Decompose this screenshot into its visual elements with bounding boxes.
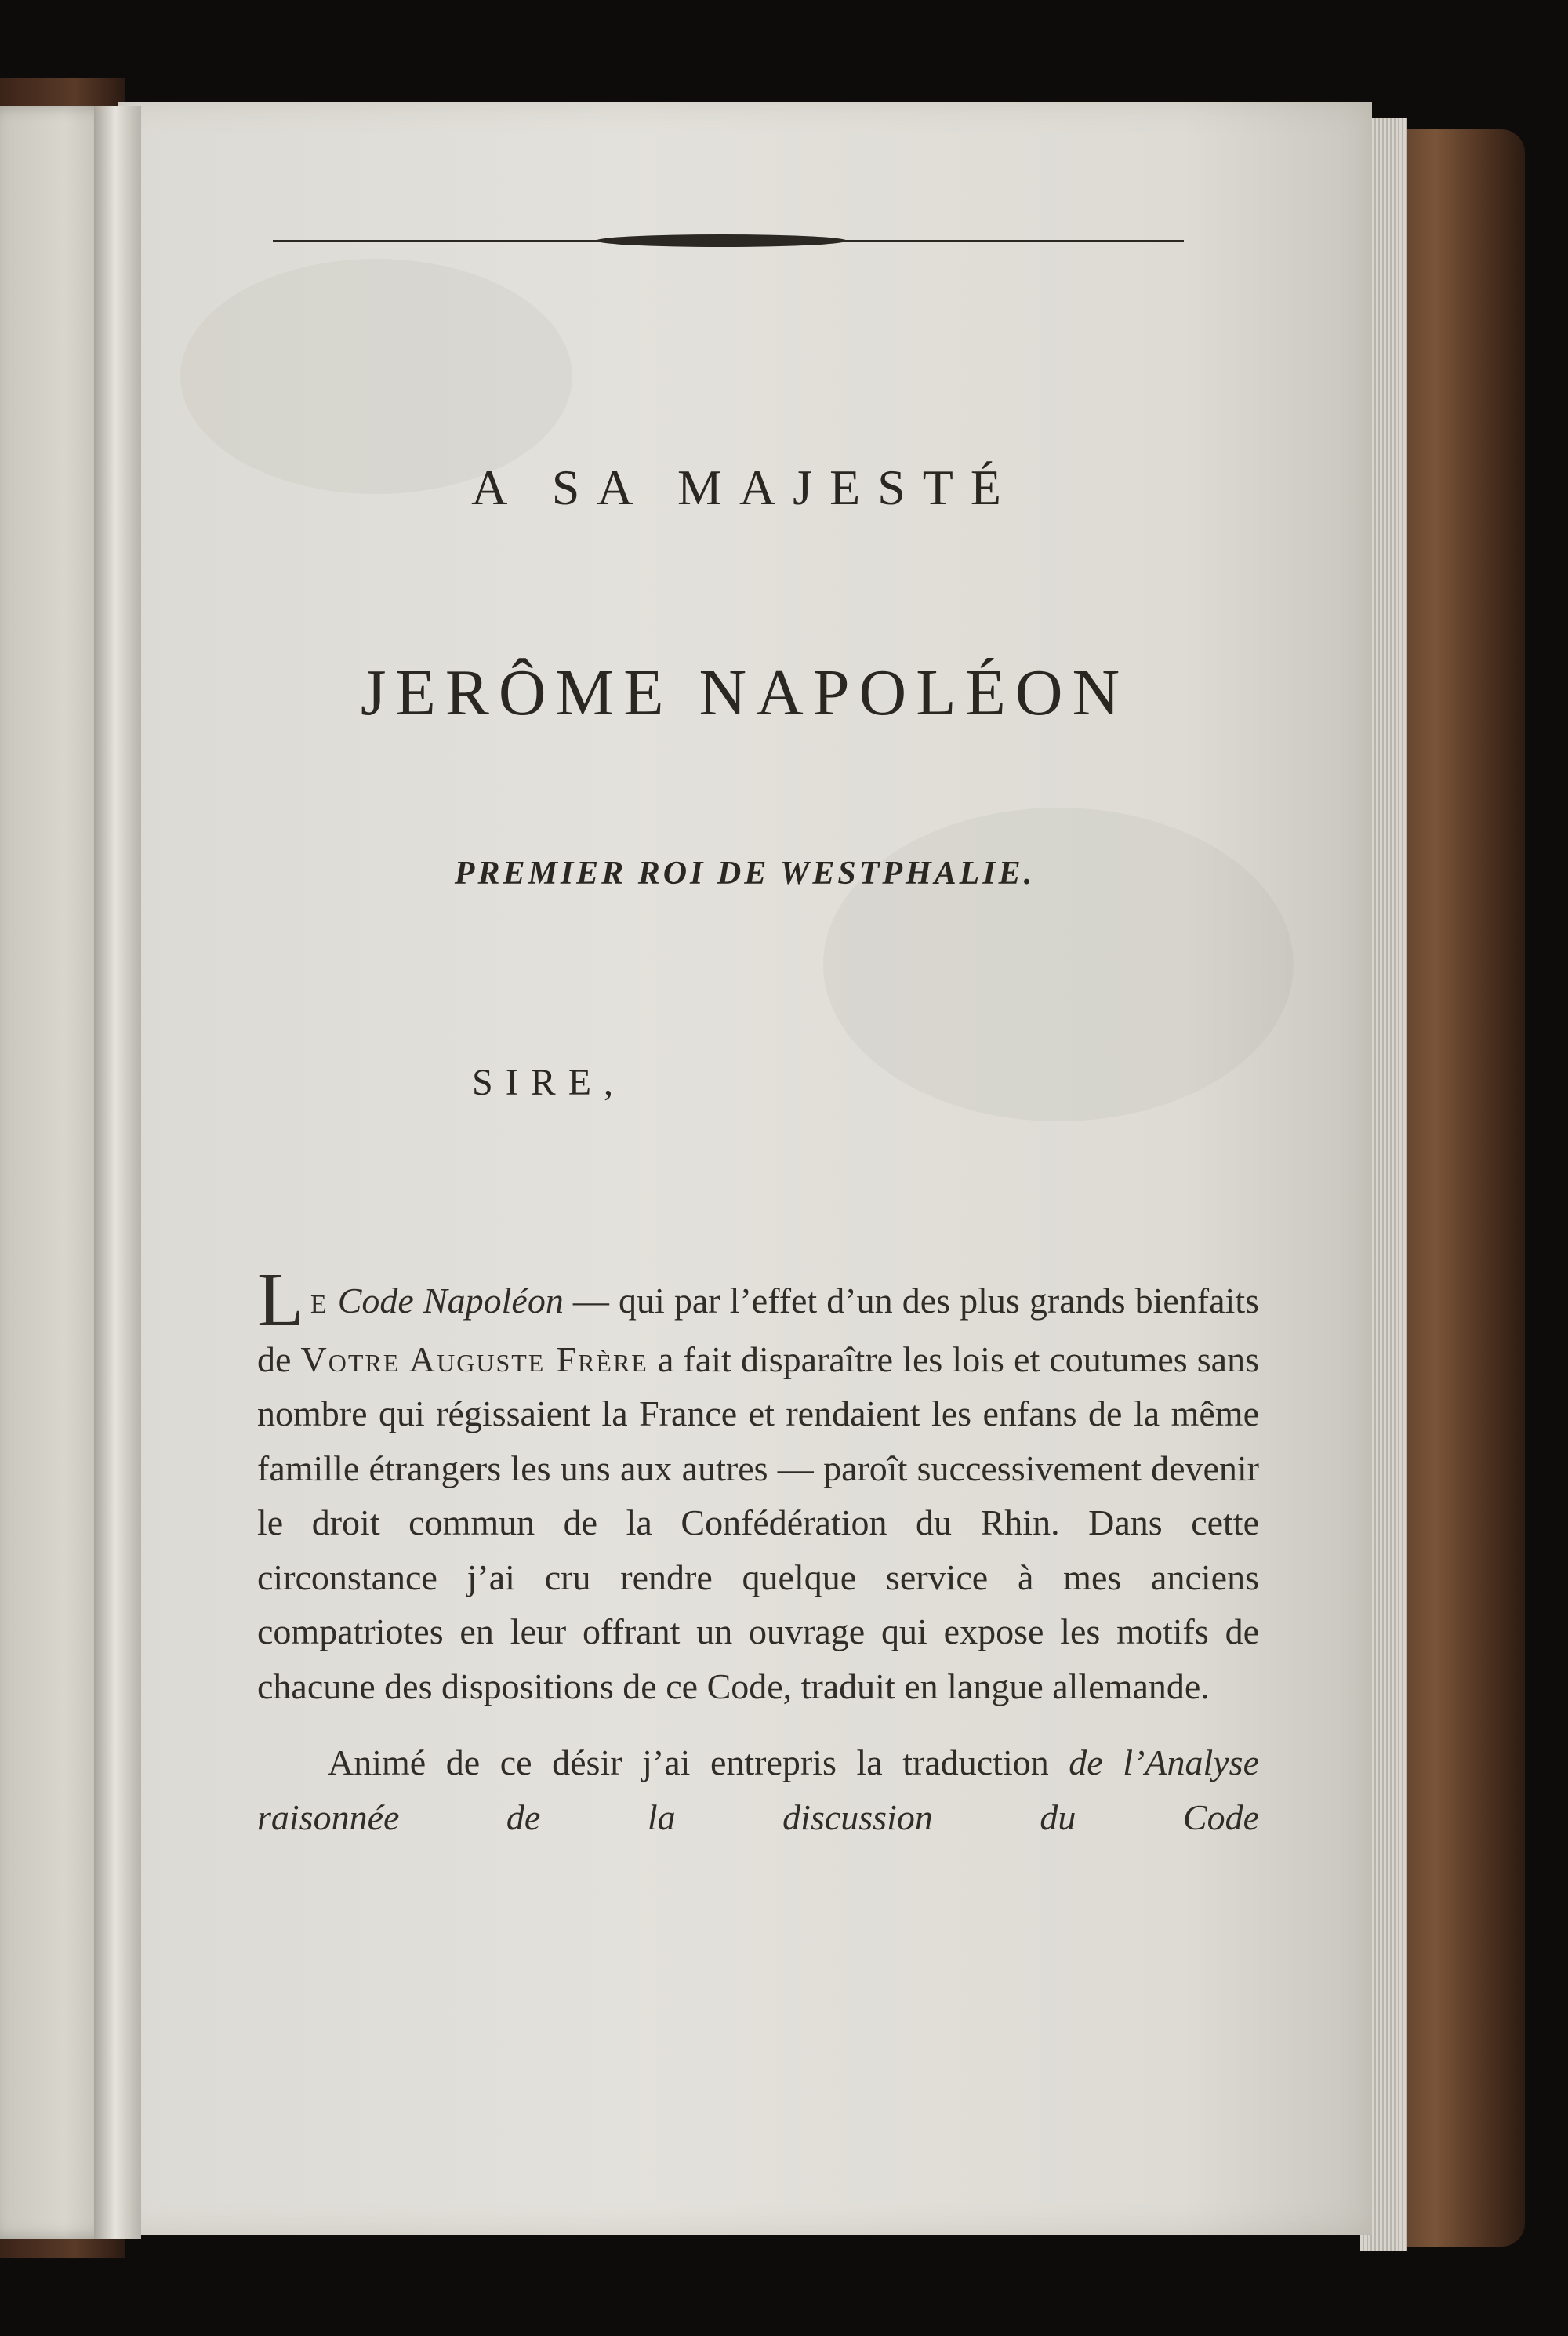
right-cover (1388, 129, 1525, 2247)
letter-body (257, 1258, 1260, 1844)
salutation: SIRE, (472, 1062, 626, 1103)
paragraph-1 (257, 1258, 1260, 1713)
header-rule-ornament (596, 234, 847, 247)
drop-cap-tail: E (310, 1290, 328, 1319)
gutter (94, 106, 141, 2239)
paragraph-1-text-a: — qui par l’effet d’un des plus grands bienfaits de (257, 1281, 1260, 1379)
code-title: Code Napoléon (337, 1281, 564, 1321)
paragraph-2 (257, 1735, 1259, 1844)
paragraph-2-italic: de l’Analyse raisonnée de la discussion du Code (257, 1742, 1259, 1837)
paragraph-2-text: Animé de ce désir j’ai entrepris la traduction (328, 1742, 1069, 1782)
royal-title: PREMIER ROI DE WESTPHALIE. (454, 856, 1036, 892)
royal-name: JERÔME NAPOLÉON (360, 656, 1130, 729)
right-page (118, 102, 1372, 2235)
votre-auguste-frere: Votre Auguste Frère (300, 1339, 648, 1379)
drop-cap: L (257, 1258, 306, 1342)
paragraph-1-text-b: a fait disparaître les lois et coutumes sans nombre qui régissaient la France et rendaient les enfans de la même famille étrangers les uns aux autres — paroît successivement devenir le droit commun de la Confédération du Rhin. Dans cette circonstance j’ai cru rendre quelque service à mes anciens compatriotes en leur offrant un ouvrage qui expose les motifs de chacune des dispositions de ce Code, traduit en langue allemande. (257, 1339, 1259, 1706)
dedication-line: A SA MAJESTÉ (471, 460, 1018, 515)
